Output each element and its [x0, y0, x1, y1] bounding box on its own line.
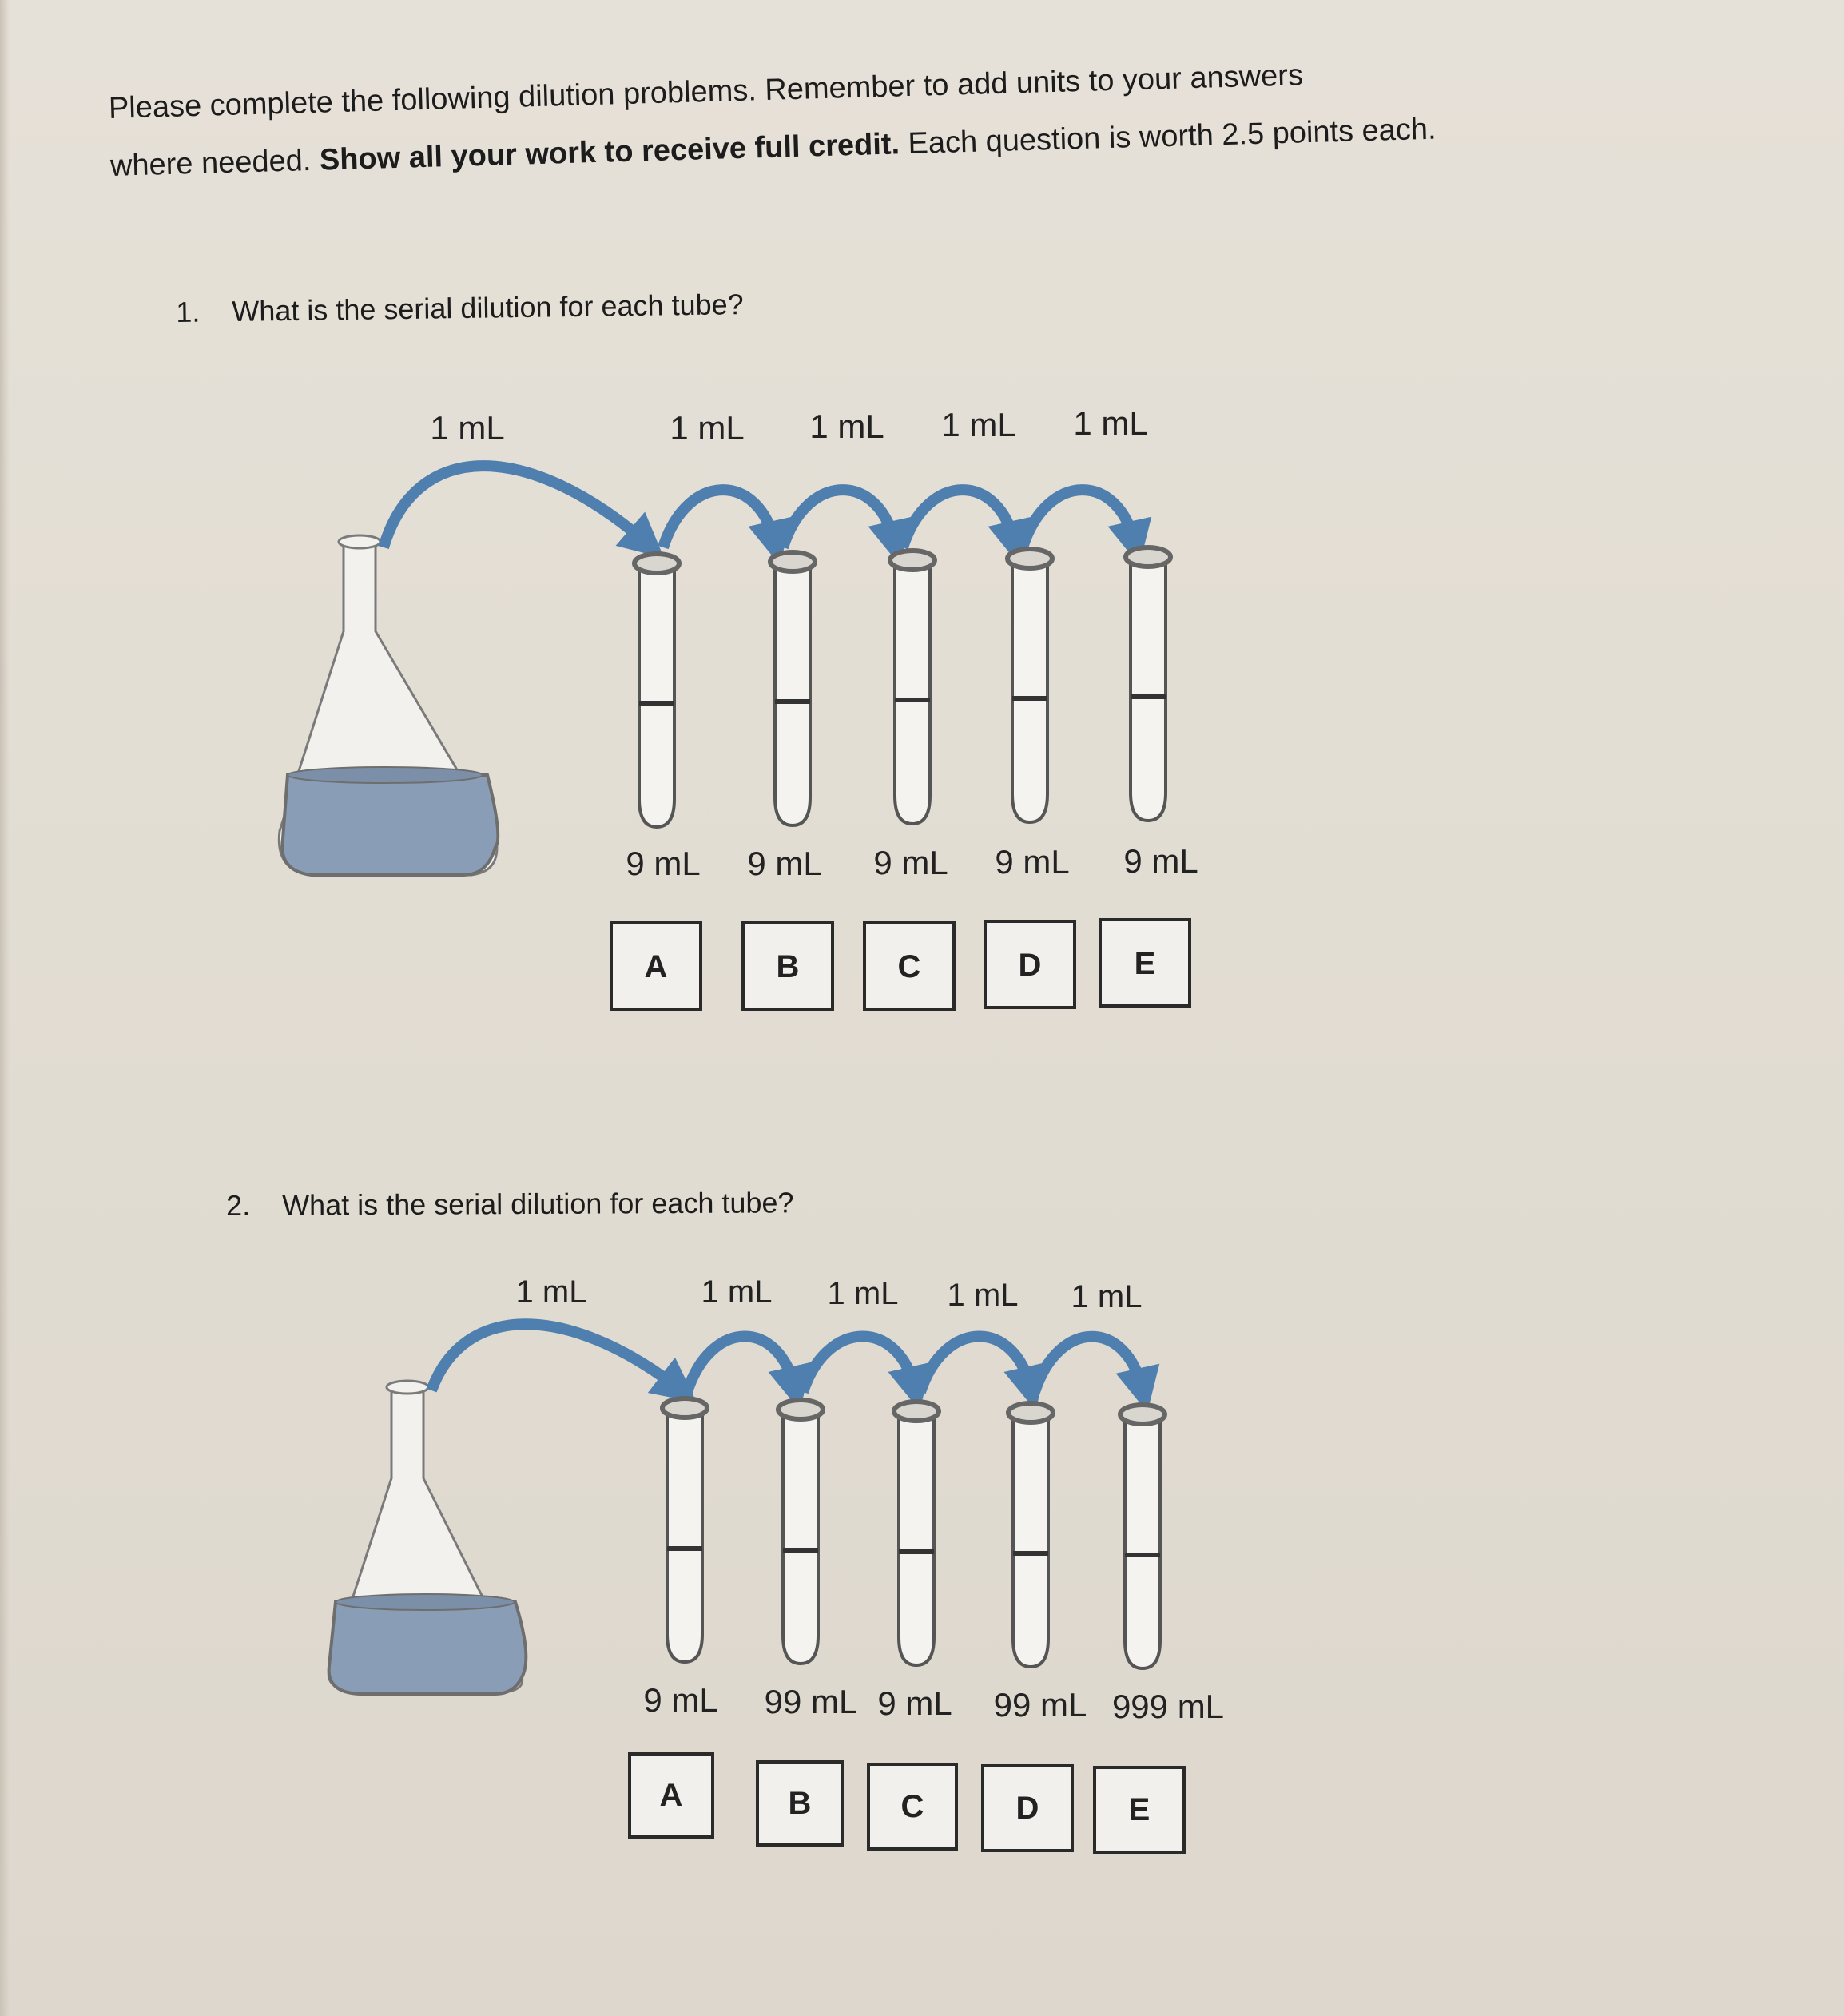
- tube-volume-4: 9 mL: [995, 843, 1070, 881]
- test-tube-5: [1120, 1405, 1165, 1668]
- transfer-arrows: [384, 466, 1135, 547]
- transfer-arrows: [431, 1324, 1143, 1392]
- answer-box-e-label: E: [1134, 946, 1156, 981]
- transfer-arrow-2: [687, 1336, 795, 1392]
- transfer-arrow-2: [663, 490, 775, 547]
- transfer-label-3: 1 mL: [809, 408, 884, 445]
- test-tube-3: [890, 551, 935, 824]
- transfer-label-1: 1 mL: [430, 409, 505, 447]
- tube-volume-2: 9 mL: [747, 845, 822, 882]
- transfer-arrow-4: [903, 490, 1015, 547]
- test-tube-4: [1007, 549, 1052, 822]
- page-edge-shadow: [0, 0, 10, 2016]
- instructions-line-2-end: Each question is worth 2.5 points each.: [899, 112, 1437, 161]
- question-1-number: 1.: [176, 295, 201, 328]
- test-tube-4: [1008, 1403, 1053, 1667]
- answer-box-a-label: A: [644, 949, 668, 984]
- answer-box-c-label: C: [900, 1789, 924, 1824]
- transfer-label-5: 1 mL: [1073, 404, 1148, 442]
- answer-box-e-label: E: [1128, 1792, 1151, 1827]
- answer-box-e[interactable]: [1100, 920, 1190, 1006]
- test-tube-2: [770, 552, 815, 825]
- tube-volume-5: 999 mL: [1111, 1688, 1225, 1725]
- answer-box-d-label: D: [1018, 948, 1042, 983]
- question-1-diagram: [264, 392, 1302, 1019]
- transfer-arrow-4: [920, 1336, 1031, 1392]
- answer-box-d-label: D: [1015, 1791, 1039, 1826]
- question-2-text: What is the serial dilution for each tube?: [282, 1186, 794, 1222]
- answer-box-b[interactable]: [743, 923, 833, 1009]
- question-2-number: 2.: [226, 1188, 251, 1222]
- question-2-heading: [226, 1186, 794, 1223]
- transfer-arrow-5: [1023, 490, 1135, 547]
- transfer-label-5: 1 mL: [1071, 1279, 1143, 1314]
- instructions-bold: Show all your work to receive full credit.: [319, 127, 900, 177]
- instructions-line-2-start: where needed.: [109, 143, 320, 183]
- transfer-label-4: 1 mL: [941, 406, 1016, 443]
- test-tube-3: [894, 1402, 939, 1665]
- test-tube-1: [662, 1398, 707, 1662]
- answer-box-a[interactable]: [630, 1754, 713, 1837]
- answer-box-c[interactable]: [864, 923, 954, 1009]
- answer-box-b-label: B: [788, 1786, 812, 1821]
- answer-box-e[interactable]: [1095, 1767, 1184, 1852]
- question-2-diagram: [312, 1270, 1310, 1882]
- transfer-label-3: 1 mL: [827, 1276, 899, 1311]
- tube-volume-3: 9 mL: [873, 844, 948, 881]
- serial-dilution-diagram-1: [264, 392, 1302, 1015]
- question-1-heading: [176, 288, 744, 329]
- answer-box-c-label: C: [897, 949, 921, 984]
- transfer-label-2: 1 mL: [670, 409, 745, 447]
- transfer-arrow-1: [384, 466, 647, 547]
- answer-box-a-label: A: [659, 1778, 683, 1813]
- transfer-label-2: 1 mL: [701, 1274, 773, 1310]
- answer-box-b-label: B: [776, 949, 800, 984]
- tube-volume-1: 9 mL: [643, 1681, 718, 1719]
- tube-volume-5: 9 mL: [1123, 842, 1198, 880]
- answer-box-d[interactable]: [983, 1766, 1072, 1851]
- transfer-arrow-5: [1035, 1337, 1143, 1392]
- flask-icon: [279, 535, 498, 875]
- serial-dilution-diagram-2: [312, 1270, 1310, 1878]
- transfer-label-1: 1 mL: [515, 1274, 587, 1310]
- tube-volume-3: 9 mL: [877, 1684, 952, 1722]
- test-tube-5: [1126, 547, 1170, 821]
- tube-volume-4: 99 mL: [993, 1686, 1087, 1724]
- answer-box-d[interactable]: [985, 921, 1075, 1008]
- answer-box-a[interactable]: [611, 923, 701, 1009]
- test-tube-1: [634, 554, 679, 827]
- transfer-arrow-3: [803, 1336, 915, 1392]
- answer-box-b[interactable]: [757, 1762, 842, 1845]
- instructions: [108, 41, 1516, 195]
- answer-box-c[interactable]: [868, 1764, 956, 1849]
- flask-icon: [328, 1381, 526, 1694]
- instructions-line-1: Please complete the following dilution problems. Remember to add units to your answers: [108, 58, 1304, 125]
- transfer-arrow-1: [431, 1324, 679, 1390]
- question-1-text: What is the serial dilution for each tube?: [232, 288, 744, 328]
- tube-volume-1: 9 mL: [626, 845, 701, 882]
- tube-volume-2: 99 mL: [764, 1683, 858, 1720]
- test-tube-2: [778, 1400, 823, 1664]
- transfer-arrow-3: [783, 490, 895, 547]
- transfer-label-4: 1 mL: [947, 1278, 1019, 1313]
